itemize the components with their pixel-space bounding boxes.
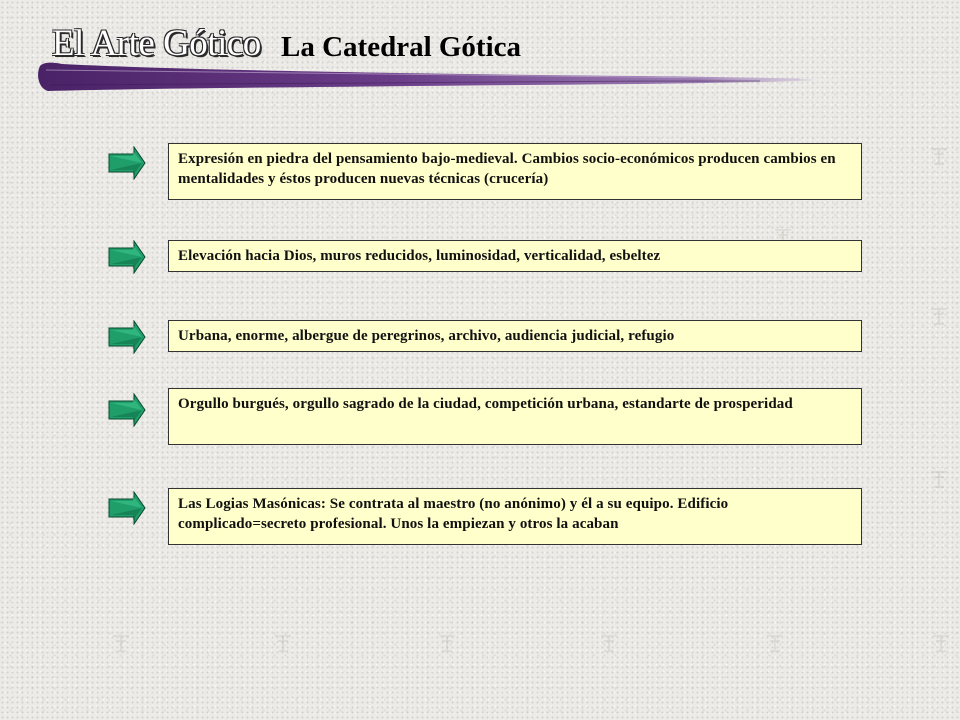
content-box: Las Logias Masónicas: Se contrata al maestro (no anónimo) y él a su equipo. Edificio complicado=secreto profesional. Unos la empiezan y otros la acaban — [168, 488, 862, 545]
watermark-icon — [436, 632, 458, 654]
watermark-icon — [928, 468, 950, 490]
content-box: Urbana, enorme, albergue de peregrinos, archivo, audiencia judicial, refugio — [168, 320, 862, 352]
arrow-right-icon — [108, 393, 146, 427]
arrow-right-icon — [108, 240, 146, 274]
watermark-icon — [928, 305, 950, 327]
slide-header — [0, 0, 960, 100]
watermark-icon — [764, 632, 786, 654]
content-box: Expresión en piedra del pensamiento bajo-medieval. Cambios socio-económicos producen cambios en mentalidades y éstos producen nuevas técnicas (crucería) — [168, 143, 862, 200]
watermark-icon — [928, 145, 950, 167]
watermark-icon — [930, 632, 952, 654]
main-title: El Arte Gótico — [52, 23, 261, 64]
arrow-right-icon — [108, 320, 146, 354]
content-box: Elevación hacia Dios, muros reducidos, luminosidad, verticalidad, esbeltez — [168, 240, 862, 272]
watermark-icon — [110, 632, 132, 654]
slide-title: La Catedral Gótica — [281, 31, 522, 63]
arrow-right-icon — [108, 491, 146, 525]
watermark-icon — [598, 632, 620, 654]
content-box: Orgullo burgués, orgullo sagrado de la ciudad, competición urbana, estandarte de prosperidad — [168, 388, 862, 445]
arrow-right-icon — [108, 146, 146, 180]
watermark-icon — [272, 632, 294, 654]
